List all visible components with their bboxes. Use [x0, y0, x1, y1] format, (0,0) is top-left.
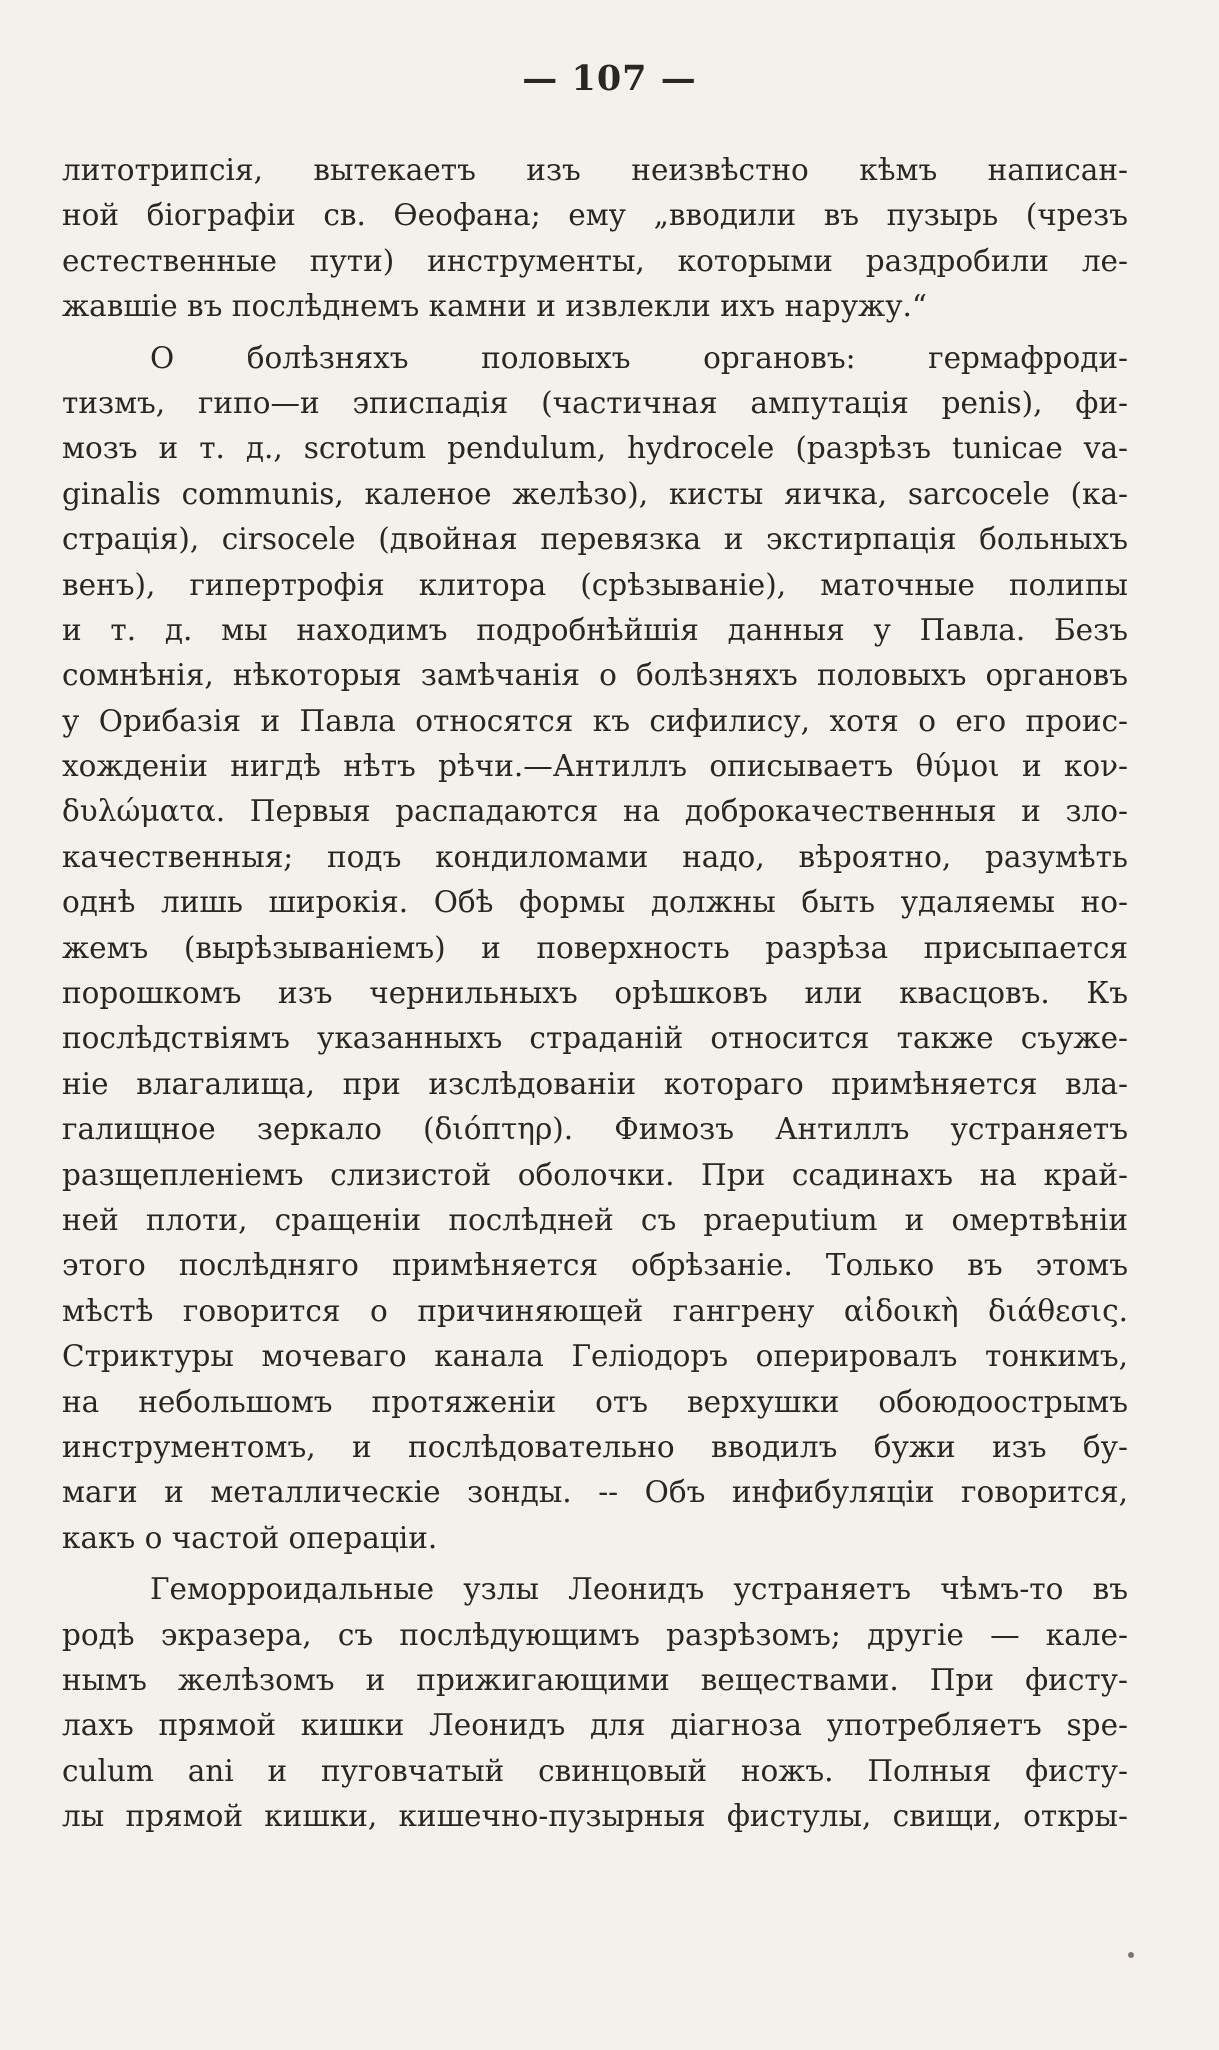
text-line: на небольшомъ протяженіи отъ верхушки обоюдоострымъ — [62, 1384, 1128, 1419]
text-line: однѣ лишь широкія. Обѣ формы должны быть удаляемы но- — [62, 885, 1128, 920]
text-line: этого послѣдняго примѣняется обрѣзаніе. Только въ этомъ — [62, 1248, 1128, 1283]
text-line: мѣстѣ говорится о причиняющей гангрену αἰδοικὴ διάθεσις. — [62, 1293, 1128, 1328]
text-line: Геморроидальные узлы Леонидъ устраняетъ чѣмъ-то въ — [150, 1572, 1128, 1607]
text-line: какъ о частой операціи. — [62, 1520, 438, 1555]
text-line: Стриктуры мочеваго канала Геліодоръ оперировалъ тонкимъ, — [62, 1339, 1128, 1374]
text-line: у Орибазія и Павла относятся къ сифилису, хотя о его проис- — [62, 703, 1128, 738]
text-line: послѣдствіямъ указанныхъ страданій относится также съуже- — [62, 1021, 1128, 1056]
text-line: лы прямой кишки, кишечно-пузырныя фистулы, свищи, откры- — [62, 1799, 1128, 1834]
text-line: ной біографіи св. Ѳеофана; ему „вводили въ пузырь (чрезъ — [62, 198, 1128, 233]
text-line: разщепленіемъ слизистой оболочки. При ссадинахъ на край- — [62, 1157, 1128, 1192]
text-line: жемъ (вырѣзываніемъ) и поверхность разрѣза присыпается — [62, 930, 1128, 965]
body-text — [62, 148, 1128, 1839]
text-line: О болѣзняхъ половыхъ органовъ: гермафроди- — [150, 340, 1128, 375]
text-line: нымъ желѣзомъ и прижигающими веществами. При фисту- — [62, 1662, 1128, 1697]
paragraph — [62, 1561, 1128, 1839]
page-number: — 107 — — [522, 58, 697, 99]
text-line: и т. д. мы находимъ подробнѣйшія данныя у Павла. Безъ — [62, 612, 1128, 647]
text-line: страція), cirsocele (двойная перевязка и экстирпація больныхъ — [62, 522, 1128, 557]
text-line: ніе влагалища, при изслѣдованіи котораго примѣняется вла- — [62, 1066, 1128, 1101]
text-line: сомнѣнія, нѣкоторыя замѣчанія о болѣзняхъ половыхъ органовъ — [62, 658, 1128, 693]
text-line: качественныя; подъ кондиломами надо, вѣроятно, разумѣть — [62, 839, 1128, 874]
text-line: маги и металлическіе зонды. -- Объ инфибуляціи говорится, — [62, 1475, 1128, 1510]
text-line: венъ), гипертрофія клитора (срѣзываніе), маточные полипы — [62, 567, 1128, 602]
text-line: естественные пути) инструменты, которыми раздробили ле- — [62, 243, 1128, 278]
text-line: δυλώματα. Первыя распадаются на доброкачественныя и зло- — [62, 794, 1128, 829]
text-line: лахъ прямой кишки Леонидъ для діагноза употребляетъ spe- — [62, 1708, 1128, 1743]
text-line: инструментомъ, и послѣдовательно вводилъ бужи изъ бу- — [62, 1429, 1128, 1464]
text-line: ней плоти, сращеніи послѣдней съ praeputium и омертвѣніи — [62, 1202, 1128, 1237]
paragraph — [62, 148, 1128, 330]
paper-speck — [1128, 1952, 1134, 1958]
text-line: порошкомъ изъ чернильныхъ орѣшковъ или квасцовъ. Къ — [62, 976, 1128, 1011]
text-line: литотрипсія, вытекаетъ изъ неизвѣстно кѣмъ написан- — [62, 153, 1128, 187]
text-line: хожденіи нигдѣ нѣтъ рѣчи.—Антиллъ описываетъ θύμοι и κον- — [62, 749, 1128, 784]
text-line: жавшіе въ послѣднемъ камни и извлекли ихъ наружу.“ — [62, 289, 928, 324]
text-line: culum ani и пуговчатый свинцовый ножъ. Полныя фисту- — [62, 1753, 1128, 1788]
text-line: тизмъ, гипо—и эписпадія (частичная ампутація penis), фи- — [62, 385, 1128, 420]
text-line: мозъ и т. д., scrotum pendulum, hydrocele (разрѣзъ tunicae va- — [62, 431, 1128, 466]
paragraph — [62, 330, 1128, 1562]
text-line: родѣ экразера, съ послѣдующимъ разрѣзомъ; другіе — кале- — [62, 1617, 1128, 1652]
text-line: галищное зеркало (διόπτηρ). Фимозъ Антиллъ устраняетъ — [62, 1112, 1128, 1147]
text-line: ginalis communis, каленое желѣзо), кисты яичка, sarcocele (ка- — [62, 476, 1128, 511]
